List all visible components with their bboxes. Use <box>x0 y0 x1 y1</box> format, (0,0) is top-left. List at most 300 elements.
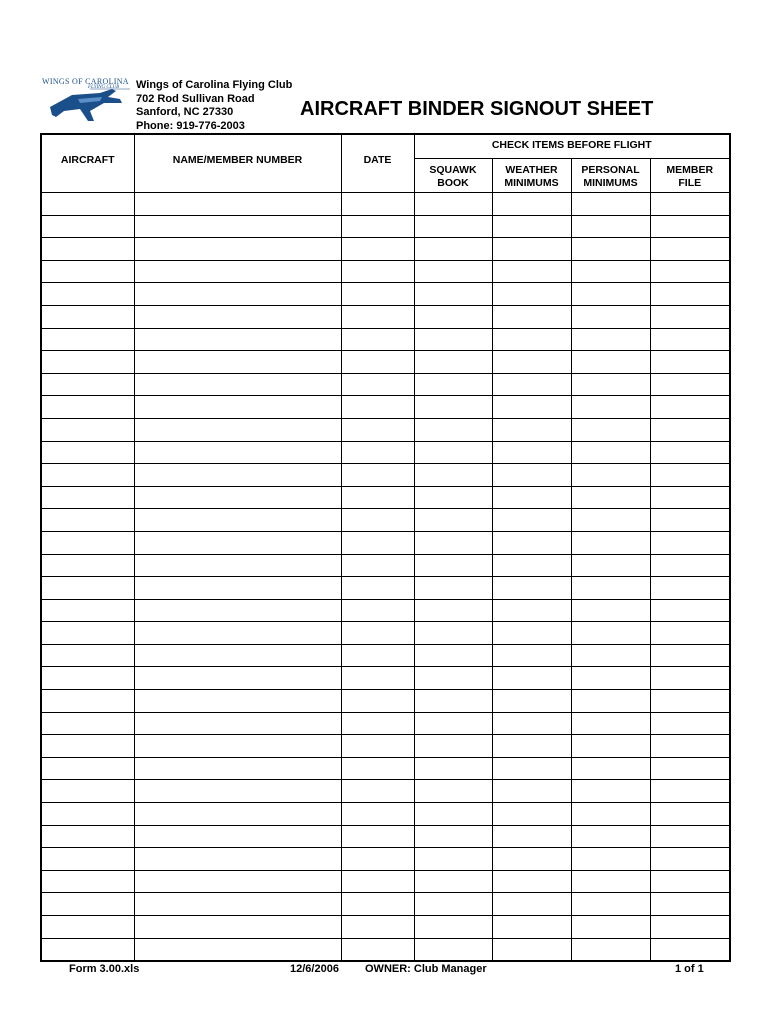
name-cell[interactable] <box>134 464 341 487</box>
date-cell[interactable] <box>341 757 414 780</box>
date-cell[interactable] <box>341 644 414 667</box>
member-cell[interactable] <box>650 418 730 441</box>
member-cell[interactable] <box>650 938 730 961</box>
squawk-cell[interactable] <box>414 667 492 690</box>
aircraft-cell[interactable] <box>41 418 134 441</box>
date-cell[interactable] <box>341 441 414 464</box>
aircraft-cell[interactable] <box>41 238 134 261</box>
signout-rows <box>41 193 730 962</box>
aircraft-cell[interactable] <box>41 825 134 848</box>
aircraft-cell[interactable] <box>41 373 134 396</box>
weather-cell[interactable] <box>492 509 571 532</box>
table-row <box>41 712 730 735</box>
personal-cell[interactable] <box>571 193 650 216</box>
date-cell[interactable] <box>341 215 414 238</box>
name-cell[interactable] <box>134 193 341 216</box>
member-cell[interactable] <box>650 757 730 780</box>
logo-subtext: FLYING CLUB <box>88 85 120 90</box>
weather-cell[interactable] <box>492 531 571 554</box>
weather-cell[interactable] <box>492 870 571 893</box>
aircraft-cell[interactable] <box>41 509 134 532</box>
squawk-cell[interactable] <box>414 373 492 396</box>
name-cell[interactable] <box>134 509 341 532</box>
name-cell[interactable] <box>134 599 341 622</box>
weather-cell[interactable] <box>492 554 571 577</box>
personal-cell[interactable] <box>571 486 650 509</box>
aircraft-cell[interactable] <box>41 554 134 577</box>
date-cell[interactable] <box>341 780 414 803</box>
weather-cell[interactable] <box>492 916 571 939</box>
weather-cell[interactable] <box>492 938 571 961</box>
date-cell[interactable] <box>341 193 414 216</box>
weather-cell[interactable] <box>492 735 571 758</box>
name-cell[interactable] <box>134 690 341 713</box>
name-cell[interactable] <box>134 644 341 667</box>
weather-line-2: MINIMUMS <box>504 177 559 189</box>
member-cell[interactable] <box>650 193 730 216</box>
col-header-weather <box>492 159 571 193</box>
date-cell[interactable] <box>341 938 414 961</box>
table-row <box>41 464 730 487</box>
col-header-name: NAME/MEMBER NUMBER <box>134 134 341 193</box>
weather-cell[interactable] <box>492 396 571 419</box>
aircraft-cell[interactable] <box>41 735 134 758</box>
personal-line-2: MINIMUMS <box>583 177 638 189</box>
aircraft-cell[interactable] <box>41 486 134 509</box>
club-address-block <box>136 79 292 133</box>
weather-cell[interactable] <box>492 193 571 216</box>
weather-cell[interactable] <box>492 283 571 306</box>
member-cell[interactable] <box>650 690 730 713</box>
table-row <box>41 916 730 939</box>
name-cell[interactable] <box>134 735 341 758</box>
table-row <box>41 305 730 328</box>
aircraft-cell[interactable] <box>41 757 134 780</box>
weather-cell[interactable] <box>492 373 571 396</box>
aircraft-cell[interactable] <box>41 870 134 893</box>
squawk-cell[interactable] <box>414 305 492 328</box>
member-cell[interactable] <box>650 305 730 328</box>
date-cell[interactable] <box>341 667 414 690</box>
weather-cell[interactable] <box>492 848 571 871</box>
personal-cell[interactable] <box>571 690 650 713</box>
signout-table <box>40 133 731 962</box>
group-header-check-items: CHECK ITEMS BEFORE FLIGHT <box>414 134 730 159</box>
name-cell[interactable] <box>134 215 341 238</box>
name-cell[interactable] <box>134 260 341 283</box>
footer-form: Form 3.00.xls <box>69 963 140 975</box>
member-cell[interactable] <box>650 735 730 758</box>
squawk-cell[interactable] <box>414 441 492 464</box>
table-row <box>41 509 730 532</box>
squawk-cell[interactable] <box>414 893 492 916</box>
name-cell[interactable] <box>134 870 341 893</box>
table-row <box>41 757 730 780</box>
club-name: Wings of Carolina Flying Club <box>136 79 293 91</box>
date-cell[interactable] <box>341 870 414 893</box>
squawk-cell[interactable] <box>414 938 492 961</box>
weather-cell[interactable] <box>492 757 571 780</box>
aircraft-cell[interactable] <box>41 283 134 306</box>
squawk-cell[interactable] <box>414 238 492 261</box>
personal-cell[interactable] <box>571 351 650 374</box>
member-cell[interactable] <box>650 486 730 509</box>
squawk-cell[interactable] <box>414 531 492 554</box>
date-cell[interactable] <box>341 893 414 916</box>
name-cell[interactable] <box>134 418 341 441</box>
member-cell[interactable] <box>650 328 730 351</box>
date-cell[interactable] <box>341 464 414 487</box>
name-cell[interactable] <box>134 712 341 735</box>
personal-cell[interactable] <box>571 509 650 532</box>
date-cell[interactable] <box>341 418 414 441</box>
weather-cell[interactable] <box>492 305 571 328</box>
squawk-cell[interactable] <box>414 690 492 713</box>
personal-cell[interactable] <box>571 780 650 803</box>
squawk-cell[interactable] <box>414 916 492 939</box>
table-row <box>41 644 730 667</box>
aircraft-cell[interactable] <box>41 464 134 487</box>
member-cell[interactable] <box>650 667 730 690</box>
table-row <box>41 396 730 419</box>
personal-cell[interactable] <box>571 328 650 351</box>
name-cell[interactable] <box>134 305 341 328</box>
date-cell[interactable] <box>341 283 414 306</box>
member-cell[interactable] <box>650 554 730 577</box>
squawk-cell[interactable] <box>414 735 492 758</box>
weather-cell[interactable] <box>492 690 571 713</box>
aircraft-cell[interactable] <box>41 305 134 328</box>
squawk-line-1: SQUAWK <box>429 164 477 176</box>
squawk-cell[interactable] <box>414 848 492 871</box>
personal-cell[interactable] <box>571 396 650 419</box>
date-cell[interactable] <box>341 260 414 283</box>
name-cell[interactable] <box>134 351 341 374</box>
table-row <box>41 238 730 261</box>
personal-cell[interactable] <box>571 848 650 871</box>
name-cell[interactable] <box>134 848 341 871</box>
member-cell[interactable] <box>650 577 730 600</box>
name-cell[interactable] <box>134 554 341 577</box>
member-cell[interactable] <box>650 215 730 238</box>
personal-cell[interactable] <box>571 373 650 396</box>
personal-cell[interactable] <box>571 667 650 690</box>
aircraft-cell[interactable] <box>41 328 134 351</box>
name-cell[interactable] <box>134 441 341 464</box>
squawk-cell[interactable] <box>414 418 492 441</box>
member-cell[interactable] <box>650 238 730 261</box>
date-cell[interactable] <box>341 735 414 758</box>
name-cell[interactable] <box>134 622 341 645</box>
aircraft-cell[interactable] <box>41 848 134 871</box>
personal-cell[interactable] <box>571 825 650 848</box>
member-cell[interactable] <box>650 373 730 396</box>
member-cell[interactable] <box>650 712 730 735</box>
date-cell[interactable] <box>341 373 414 396</box>
personal-cell[interactable] <box>571 735 650 758</box>
table-row <box>41 667 730 690</box>
squawk-cell[interactable] <box>414 780 492 803</box>
table-row <box>41 803 730 826</box>
personal-cell[interactable] <box>571 215 650 238</box>
address-line-1: 702 Rod Sullivan Road <box>136 92 255 105</box>
squawk-cell[interactable] <box>414 464 492 487</box>
table-row <box>41 351 730 374</box>
date-cell[interactable] <box>341 577 414 600</box>
page-title: AIRCRAFT BINDER SIGNOUT SHEET <box>300 98 654 120</box>
member-cell[interactable] <box>650 916 730 939</box>
squawk-cell[interactable] <box>414 870 492 893</box>
date-cell[interactable] <box>341 305 414 328</box>
aircraft-cell[interactable] <box>41 351 134 374</box>
name-cell[interactable] <box>134 486 341 509</box>
table-row <box>41 893 730 916</box>
squawk-cell[interactable] <box>414 622 492 645</box>
squawk-cell[interactable] <box>414 486 492 509</box>
personal-cell[interactable] <box>571 283 650 306</box>
squawk-cell[interactable] <box>414 328 492 351</box>
aircraft-cell[interactable] <box>41 667 134 690</box>
table-row <box>41 599 730 622</box>
aircraft-cell[interactable] <box>41 396 134 419</box>
table-row <box>41 486 730 509</box>
weather-cell[interactable] <box>492 260 571 283</box>
date-cell[interactable] <box>341 396 414 419</box>
date-cell[interactable] <box>341 690 414 713</box>
weather-cell[interactable] <box>492 825 571 848</box>
personal-cell[interactable] <box>571 916 650 939</box>
squawk-cell[interactable] <box>414 351 492 374</box>
personal-cell[interactable] <box>571 712 650 735</box>
col-header-member <box>650 159 730 193</box>
personal-cell[interactable] <box>571 577 650 600</box>
date-cell[interactable] <box>341 531 414 554</box>
member-cell[interactable] <box>650 870 730 893</box>
name-cell[interactable] <box>134 825 341 848</box>
aircraft-cell[interactable] <box>41 780 134 803</box>
weather-cell[interactable] <box>492 215 571 238</box>
table-row <box>41 780 730 803</box>
weather-cell[interactable] <box>492 780 571 803</box>
date-cell[interactable] <box>341 351 414 374</box>
weather-cell[interactable] <box>492 622 571 645</box>
personal-cell[interactable] <box>571 938 650 961</box>
table-row <box>41 441 730 464</box>
squawk-cell[interactable] <box>414 509 492 532</box>
personal-cell[interactable] <box>571 418 650 441</box>
member-cell[interactable] <box>650 464 730 487</box>
aircraft-cell[interactable] <box>41 215 134 238</box>
name-cell[interactable] <box>134 938 341 961</box>
squawk-cell[interactable] <box>414 803 492 826</box>
table-row <box>41 848 730 871</box>
date-cell[interactable] <box>341 803 414 826</box>
name-cell[interactable] <box>134 803 341 826</box>
personal-cell[interactable] <box>571 893 650 916</box>
name-cell[interactable] <box>134 757 341 780</box>
name-cell[interactable] <box>134 531 341 554</box>
footer-date: 12/6/2006 <box>290 963 339 975</box>
personal-cell[interactable] <box>571 870 650 893</box>
squawk-cell[interactable] <box>414 825 492 848</box>
aircraft-cell[interactable] <box>41 577 134 600</box>
col-header-aircraft: AIRCRAFT <box>41 134 134 193</box>
squawk-cell[interactable] <box>414 215 492 238</box>
member-cell[interactable] <box>650 893 730 916</box>
name-cell[interactable] <box>134 328 341 351</box>
weather-cell[interactable] <box>492 486 571 509</box>
table-row <box>41 283 730 306</box>
personal-cell[interactable] <box>571 531 650 554</box>
table-row <box>41 531 730 554</box>
member-cell[interactable] <box>650 803 730 826</box>
member-cell[interactable] <box>650 825 730 848</box>
table-row <box>41 193 730 216</box>
squawk-cell[interactable] <box>414 599 492 622</box>
table-row <box>41 622 730 645</box>
weather-cell[interactable] <box>492 351 571 374</box>
squawk-cell[interactable] <box>414 260 492 283</box>
member-cell[interactable] <box>650 260 730 283</box>
personal-cell[interactable] <box>571 622 650 645</box>
table-row <box>41 328 730 351</box>
squawk-cell[interactable] <box>414 193 492 216</box>
personal-cell[interactable] <box>571 305 650 328</box>
phone-number: Phone: 919-776-2003 <box>136 119 245 132</box>
aircraft-cell[interactable] <box>41 916 134 939</box>
member-cell[interactable] <box>650 644 730 667</box>
weather-cell[interactable] <box>492 667 571 690</box>
member-cell[interactable] <box>650 509 730 532</box>
date-cell[interactable] <box>341 825 414 848</box>
member-cell[interactable] <box>650 396 730 419</box>
squawk-cell[interactable] <box>414 577 492 600</box>
member-cell[interactable] <box>650 531 730 554</box>
squawk-cell[interactable] <box>414 712 492 735</box>
name-cell[interactable] <box>134 780 341 803</box>
squawk-cell[interactable] <box>414 396 492 419</box>
name-cell[interactable] <box>134 396 341 419</box>
table-row <box>41 690 730 713</box>
col-header-personal <box>571 159 650 193</box>
personal-cell[interactable] <box>571 803 650 826</box>
aircraft-cell[interactable] <box>41 690 134 713</box>
date-cell[interactable] <box>341 848 414 871</box>
aircraft-cell[interactable] <box>41 893 134 916</box>
date-cell[interactable] <box>341 486 414 509</box>
weather-cell[interactable] <box>492 577 571 600</box>
personal-cell[interactable] <box>571 238 650 261</box>
address-line-2: Sanford, NC 27330 <box>136 106 234 118</box>
aircraft-cell[interactable] <box>41 938 134 961</box>
squawk-cell[interactable] <box>414 554 492 577</box>
date-cell[interactable] <box>341 509 414 532</box>
personal-cell[interactable] <box>571 260 650 283</box>
weather-cell[interactable] <box>492 803 571 826</box>
col-header-squawk <box>414 159 492 193</box>
aircraft-cell[interactable] <box>41 644 134 667</box>
personal-cell[interactable] <box>571 757 650 780</box>
member-cell[interactable] <box>650 780 730 803</box>
weather-line-1: WEATHER <box>505 164 558 176</box>
date-cell[interactable] <box>341 328 414 351</box>
personal-cell[interactable] <box>571 554 650 577</box>
personal-cell[interactable] <box>571 644 650 667</box>
aircraft-cell[interactable] <box>41 712 134 735</box>
member-line-1: MEMBER <box>666 164 714 176</box>
footer-page: 1 of 1 <box>675 963 704 975</box>
date-cell[interactable] <box>341 622 414 645</box>
member-cell[interactable] <box>650 848 730 871</box>
name-cell[interactable] <box>134 667 341 690</box>
member-line-2: FILE <box>678 177 702 189</box>
member-cell[interactable] <box>650 622 730 645</box>
weather-cell[interactable] <box>492 712 571 735</box>
club-logo <box>42 77 132 125</box>
name-cell[interactable] <box>134 916 341 939</box>
name-cell[interactable] <box>134 373 341 396</box>
logo-wordmark-text: WINGS OF CAROLINA <box>42 77 129 86</box>
table-row <box>41 735 730 758</box>
weather-cell[interactable] <box>492 328 571 351</box>
personal-cell[interactable] <box>571 464 650 487</box>
squawk-cell[interactable] <box>414 644 492 667</box>
personal-cell[interactable] <box>571 599 650 622</box>
aircraft-cell[interactable] <box>41 260 134 283</box>
table-row <box>41 215 730 238</box>
table-row <box>41 870 730 893</box>
table-row <box>41 373 730 396</box>
weather-cell[interactable] <box>492 441 571 464</box>
name-cell[interactable] <box>134 238 341 261</box>
name-cell[interactable] <box>134 893 341 916</box>
date-cell[interactable] <box>341 554 414 577</box>
table-row <box>41 260 730 283</box>
date-cell[interactable] <box>341 238 414 261</box>
weather-cell[interactable] <box>492 893 571 916</box>
weather-cell[interactable] <box>492 238 571 261</box>
member-cell[interactable] <box>650 351 730 374</box>
aircraft-cell[interactable] <box>41 193 134 216</box>
date-cell[interactable] <box>341 916 414 939</box>
member-cell[interactable] <box>650 441 730 464</box>
name-cell[interactable] <box>134 577 341 600</box>
personal-cell[interactable] <box>571 441 650 464</box>
aircraft-cell[interactable] <box>41 803 134 826</box>
weather-cell[interactable] <box>492 418 571 441</box>
table-row <box>41 825 730 848</box>
personal-line-1: PERSONAL <box>581 164 640 176</box>
name-cell[interactable] <box>134 283 341 306</box>
aircraft-cell[interactable] <box>41 599 134 622</box>
date-cell[interactable] <box>341 712 414 735</box>
date-cell[interactable] <box>341 599 414 622</box>
weather-cell[interactable] <box>492 644 571 667</box>
aircraft-cell[interactable] <box>41 531 134 554</box>
footer-owner: OWNER: Club Manager <box>365 963 487 975</box>
member-cell[interactable] <box>650 283 730 306</box>
aircraft-cell[interactable] <box>41 441 134 464</box>
member-cell[interactable] <box>650 599 730 622</box>
squawk-line-2: BOOK <box>437 177 469 189</box>
squawk-cell[interactable] <box>414 283 492 306</box>
aircraft-cell[interactable] <box>41 622 134 645</box>
weather-cell[interactable] <box>492 599 571 622</box>
table-row <box>41 577 730 600</box>
weather-cell[interactable] <box>492 464 571 487</box>
squawk-cell[interactable] <box>414 757 492 780</box>
table-row <box>41 938 730 961</box>
